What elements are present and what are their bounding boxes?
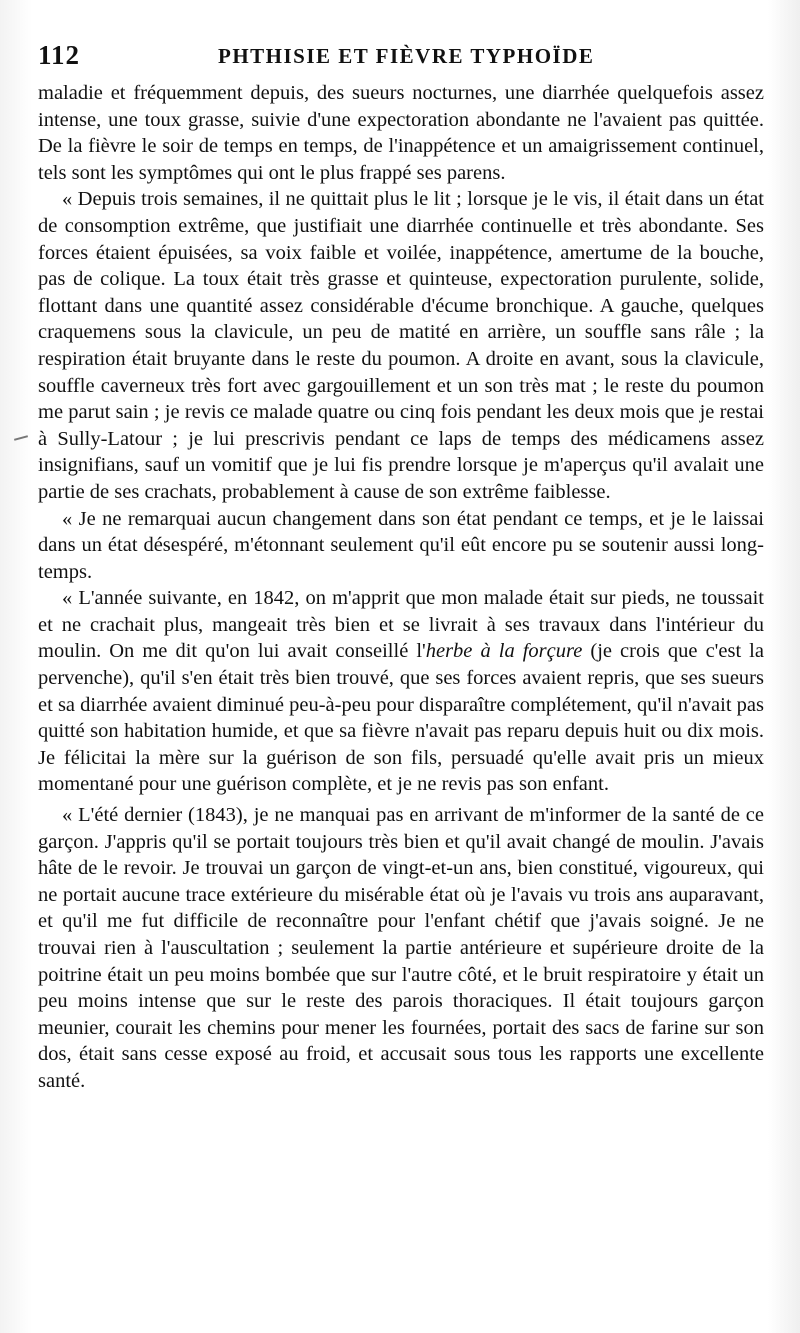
paragraph-4-text-after: (je crois que c'est la pervenche), qu'il s'en était très bien trouvé, que ses forces avaient repris, que ses sueurs et sa diarrhée avaient diminué peu-à-peu pour disparaître complétement, qu'il n'avait pas quitté son habitation humide, et que sa fièvre n'avait pas reparu depuis huit ou dix mois. Je félicitai la mère sur la guérison de son fils, persuadé qu'elle avait pris un mieux momentané pour une guérison complète, et je ne revis pas son enfant. — [38, 640, 764, 796]
body-text — [38, 80, 764, 1095]
running-title: PHTHISIE ET FIÈVRE TYPHOÏDE — [218, 44, 595, 68]
margin-mark — [14, 435, 28, 441]
paragraph-1: maladie et fréquemment depuis, des sueurs nocturnes, une diarrhée quelquefois assez intense, une toux grasse, suivie d'une expectoration abondante ne l'avaient pas quittée. De la fièvre le soir de temps en temps, de l'inappétence et un amaigrissement continuel, tels sont les symptômes qui ont le plus frappé ses parens. — [38, 82, 764, 184]
paragraph-2: « Depuis trois semaines, il ne quittait plus le lit ; lorsque je le vis, il était dans un état de consomption extrême, que justifiait une diarrhée continuelle et très abondante. Ses forces étaient épuisées, sa voix faible et voilée, inappétence, amertume de la bouche, pas de colique. La toux était très grasse et quinteuse, expectoration purulente, solide, flottant dans une quantité assez considérable d'écume bronchique. A gauche, quelques craquemens sous la clavicule, un peu de matité en arrière, un souffle sans râle ; la respiration était bruyante dans le reste du poumon. A droite en avant, sous la clavicule, souffle caverneux très fort avec gargouillement et un son très mat ; le reste du poumon me parut sain ; je revis ce malade quatre ou cinq fois pendant les deux mois que je restai à Sully-Latour ; je lui prescrivis pendant ce laps de temps des médicamens assez insignifians, sauf un vomitif que je lui fis prendre lorsque je m'aperçus qu'il avalait une partie de ses crachats, probablement à cause de son extrême faiblesse. — [38, 188, 764, 503]
paragraph-3: « Je ne remarquai aucun changement dans son état pendant ce temps, et je le laissai dans un état désespéré, m'étonnant seulement qu'il eût encore pu se soutenir aussi long-temps. — [38, 507, 764, 583]
paragraph-4 — [38, 585, 764, 798]
page-number: 112 — [38, 40, 81, 70]
paragraph-4-text-before: « L'année suivante, en 1842, on m'apprit que mon malade était sur pieds, ne toussait et ne crachait plus, mangeait très bien et se livrait à ses travaux dans l'intérieur du moulin. On me dit qu'on lui avait conseillé l' — [38, 587, 764, 663]
paragraph-4-italic-phrase: herbe à la forçure — [425, 640, 583, 663]
paragraph-5: « L'été dernier (1843), je ne manquai pas en arrivant de m'informer de la santé de ce garçon. J'appris qu'il se portait toujours très bien et qu'il avait changé de moulin. J'avais hâte de le revoir. Je trouvai un garçon de vingt-et-un ans, bien constitué, vigoureux, qui ne portait aucune trace extérieure du misérable état où je l'avais vu trois ans auparavant, et qu'il me fut difficile de reconnaître pour l'enfant chétif que j'avais soigné. Je ne trouvai rien à l'auscultation ; seulement la partie antérieure et supérieure droite de la poitrine était un peu moins bombée que sur l'autre côté, et le bruit respiratoire y était un peu moins intense que sur le reste des parois thoraciques. Il était toujours garçon meunier, courait les chemins pour mener les fournées, portait des sacs de farine sur son dos, était sans cesse exposé au froid, et accusait sous tous les rapports une excellente santé. — [38, 804, 764, 1092]
page-header — [38, 38, 764, 74]
